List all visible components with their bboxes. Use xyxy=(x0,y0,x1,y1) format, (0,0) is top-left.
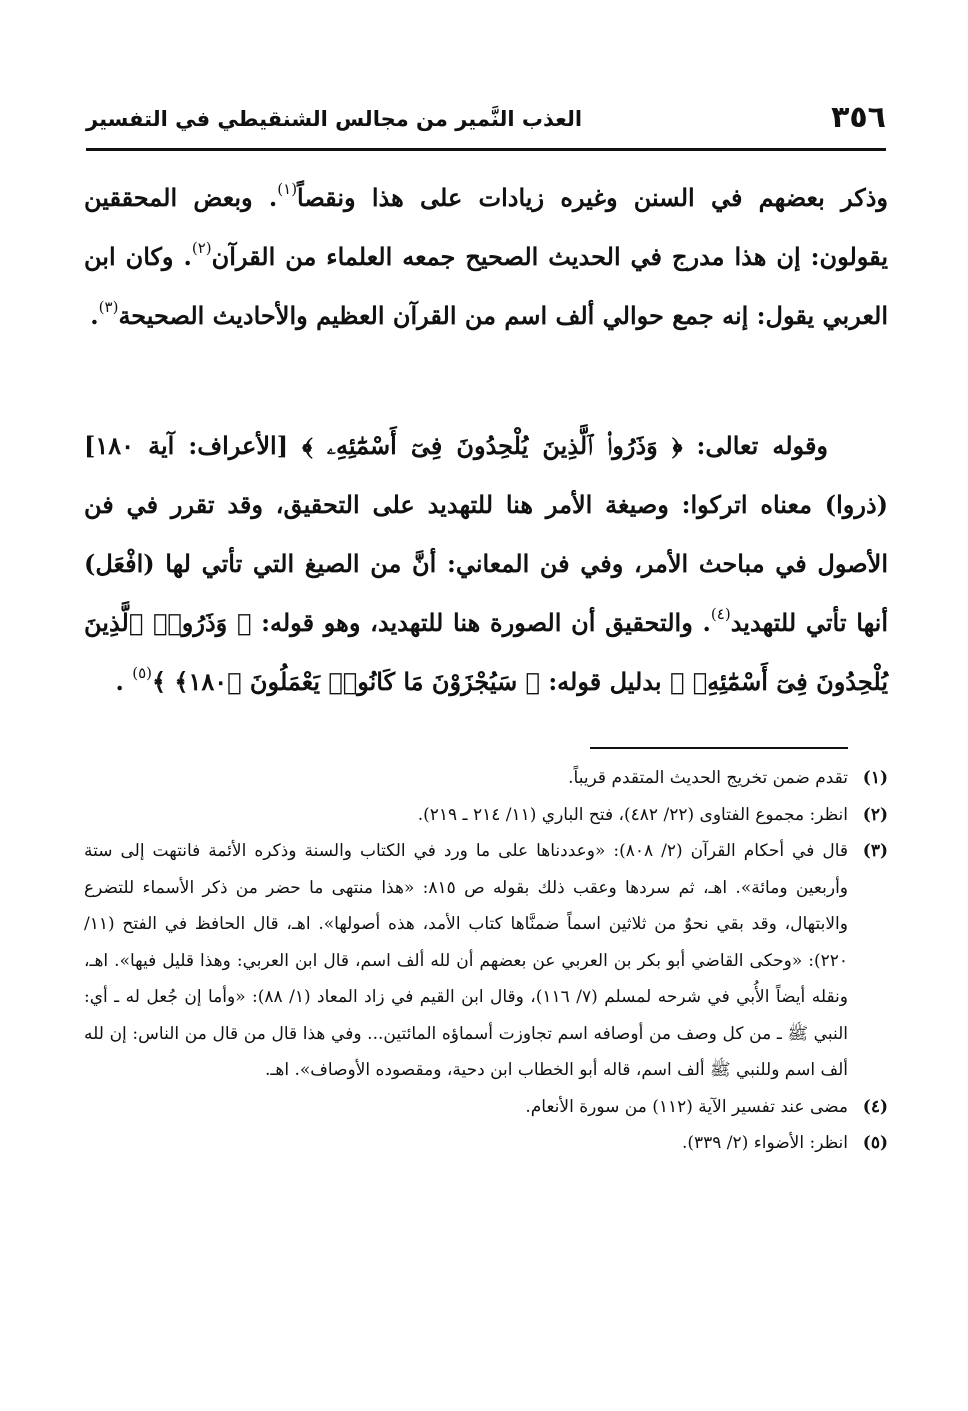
paragraph-text: بدليل قوله: xyxy=(548,667,662,696)
body-paragraph-1 xyxy=(84,168,888,345)
paragraph-text: [الأعراف: آية ١٨٠] (ذروا) معناه اتركوا: وصيغة الأمر هنا للتهديد على التحقيق، وقد تقرر في فن الأصول في مباحث الأمر، وفي فن المعاني: أنَّ من الصيغ التي تأتي لها (افْعَل) أنها تأتي للتهديد xyxy=(84,431,888,637)
quran-verse: ﴿ سَيُجْزَوْنَ مَا كَانُوا۟ يَعْمَلُونَ ﴿١٨٠﴾ ﴾ xyxy=(152,667,540,696)
footnote-3 xyxy=(84,833,888,1089)
footnote-text: قال في أحكام القرآن (٢/ ٨٠٨): «وعددناها على ما ورد في الكتاب والسنة وذكره الأئمة فانتهت إلى ستة وأربعين ومائة». اهـ، ثم سردها وعقب ذلك بقوله ص ٨١٥: «هذا منتهى ما حضر من ذكر الأسماء للتضرع والابتهال، وقد بقي نحوٌ من ثلاثين اسماً ضمنَّاها كتاب الأمد، هذه أصولها». اهـ، قال الحافظ في الفتح (١١/ ٢٢٠): «وحكى القاضي أبو بكر بن العربي عن بعضهم أن لله ألف اسم، قال ابن العربي: وهذا قليل فيها». اهـ، ونقله أيضاً الأُبي في شرحه لمسلم (٧/ ١١٦)، وقال ابن القيم في زاد المعاد (١/ ٨٨): «وأما إن جُعل له ـ أي: النبي ﷺ ـ من كل وصف من أوصافه اسم تجاوزت أسماؤه المائتين... وفي هذا قال من قال من الناس: إن لله ألف اسم وللنبي ﷺ ألف اسم، قاله أبو الخطاب ابن دحية، ومقصوده الأوصاف». اهـ. xyxy=(84,841,849,1080)
footnote-number: (٥) xyxy=(862,1133,888,1153)
page-header xyxy=(86,96,886,144)
footnote-text: انظر: الأضواء (٢/ ٣٣٩). xyxy=(681,1133,848,1153)
header-rule xyxy=(86,148,886,151)
footnote-4 xyxy=(84,1089,888,1126)
running-title: العذب النَّمير من مجالس الشنقيطي في التفسير xyxy=(86,107,583,131)
body-paragraph-2 xyxy=(84,416,888,711)
footnote-ref-4: (٤) xyxy=(710,605,731,623)
paragraph-text: وذكر بعضهم في السنن وغيره زيادات على هذا ونقصاً xyxy=(297,183,888,212)
footnote-separator xyxy=(590,747,848,749)
footnote-number: (٣) xyxy=(862,841,888,861)
footnote-1 xyxy=(84,760,888,797)
paragraph-text: . وكان ابن العربي يقول: إنه جمع حوالي ألف اسم من القرآن العظيم والأحاديث الصحيحة xyxy=(84,242,888,330)
paragraph-text: . وبعض المحققين يقولون: إن هذا مدرج في الحديث الصحيح جمعه العلماء من القرآن xyxy=(84,183,888,271)
quran-verse: ﴿ وَذَرُوا۟ ٱلَّذِينَ يُلْحِدُونَ فِىٓ أَسْمَٰٓئِهِۦ ﴾ xyxy=(302,431,683,460)
footnote-ref-3: (٣) xyxy=(98,298,119,316)
footnotes xyxy=(84,760,888,1162)
footnote-number: (٢) xyxy=(862,804,888,825)
footnote-ref-2: (٢) xyxy=(191,239,212,257)
paragraph-text: . والتحقيق أن الصورة هنا للتهديد، وهو قوله: xyxy=(261,608,711,637)
footnote-ref-1: (١) xyxy=(277,180,298,198)
paragraph-text: . xyxy=(115,667,124,696)
footnote-text: تقدم ضمن تخريج الحديث المتقدم قريباً. xyxy=(568,768,848,788)
page-number: ٣٥٦ xyxy=(831,100,886,135)
footnote-5 xyxy=(84,1125,888,1162)
footnote-text: انظر: مجموع الفتاوى (٢٢/ ٤٨٢)، فتح الباري (١١/ ٢١٤ ـ ٢١٩). xyxy=(417,804,848,825)
footnote-number: (٤) xyxy=(862,1096,888,1117)
quran-verse: ﴿ وَذَرُوا۟ ٱلَّذِينَ يُلْحِدُونَ فِىٓ أَسْمَٰٓئِهِۦ ﴾ xyxy=(84,608,888,696)
paragraph-text: . xyxy=(90,301,99,330)
footnote-text: مضى عند تفسير الآية (١١٢) من سورة الأنعام. xyxy=(525,1096,848,1117)
footnote-number: (١) xyxy=(862,768,888,788)
footnote-ref-5: (٥) xyxy=(132,664,153,682)
footnote-2 xyxy=(84,797,888,834)
paragraph-text: وقوله تعالى: xyxy=(696,431,829,460)
